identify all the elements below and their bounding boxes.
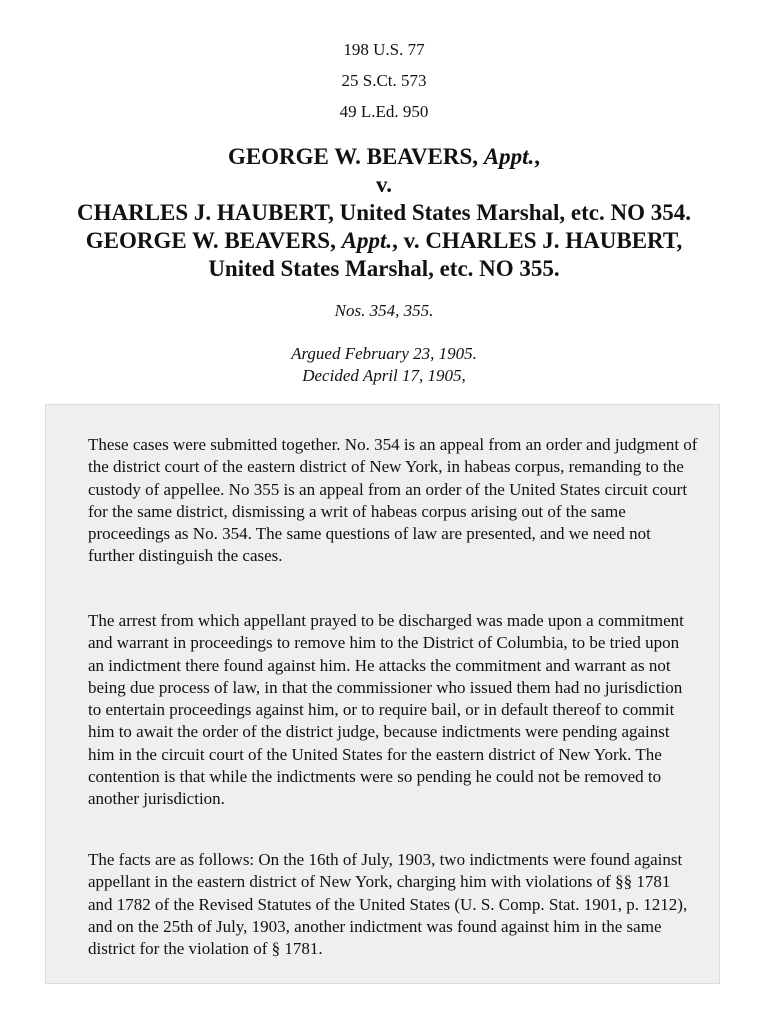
case-dates [0, 343, 768, 387]
case-title-line-5: United States Marshal, etc. NO 355. [208, 256, 560, 281]
second-case-caption-rest: , v. CHARLES J. HAUBERT, [392, 228, 683, 253]
appellant-designation: Appt. [483, 144, 535, 169]
title-comma: , [534, 144, 541, 169]
case-title [20, 143, 748, 283]
case-title-line-4 [20, 227, 748, 255]
opinion-paragraph-2: The arrest from which appellant prayed to be discharged was made upon a commitment and warrant in proceedings to remove him to the District of Columbia, to be tried upon an indictment there found against him. He attacks the commitment and warrant as not being due process of law, in that the commissioner who issued them had no jurisdiction to entertain proceedings against him, or to require bail, or in default thereof to commit him to await the order of the district judge, because indictments were pending against him in the circuit court of the United States for the eastern district of New York. The contention is that while the indictments were so pending he could not be removed to another jurisdiction. [88, 611, 684, 809]
opinion-paragraph-1: These cases were submitted together. No. 354 is an appeal from an order and judgment of the district court of the eastern district of New York, in habeas corpus, remanding to the custody of appellee. No 355 is an appeal from an order of the United States circuit court for the same district, dismissing a writ of habeas corpus arising out of the same proceedings as No. 354. The same questions of law are presented, and we need not further distinguish the cases. [88, 435, 698, 566]
citation-supreme-court-reporter: 25 S.Ct. 573 [341, 71, 427, 90]
second-appellant-designation: Appt. [341, 228, 393, 253]
second-appellant-name: GEORGE W. BEAVERS, [85, 228, 342, 253]
argued-date: Argued February 23, 1905. [291, 344, 477, 363]
docket-numbers: Nos. 354, 355. [334, 301, 434, 320]
citation-us-reports: 198 U.S. 77 [343, 40, 425, 59]
citation-lawyers-edition: 49 L.Ed. 950 [339, 102, 429, 121]
case-title-versus: v. [376, 172, 392, 197]
appellant-name: GEORGE W. BEAVERS, [227, 144, 484, 169]
case-title-line-3: CHARLES J. HAUBERT, United States Marshal, etc. NO 354. [76, 200, 691, 225]
opinion-paragraph-3: The facts are as follows: On the 16th of July, 1903, two indictments were found against appellant in the eastern district of New York, charging him with violations of §§ 1781 and 1782 of the Revised Statutes of the United States (U. S. Comp. Stat. 1901, p. 1212), and on the 25th of July, 1903, another indictment was found against him in the same district for the violation of § 1781. [88, 850, 688, 959]
opinion-text-box [45, 404, 720, 984]
decided-date: Decided April 17, 1905, [302, 366, 466, 385]
case-title-line-1 [20, 143, 748, 171]
citation-list [0, 34, 768, 127]
